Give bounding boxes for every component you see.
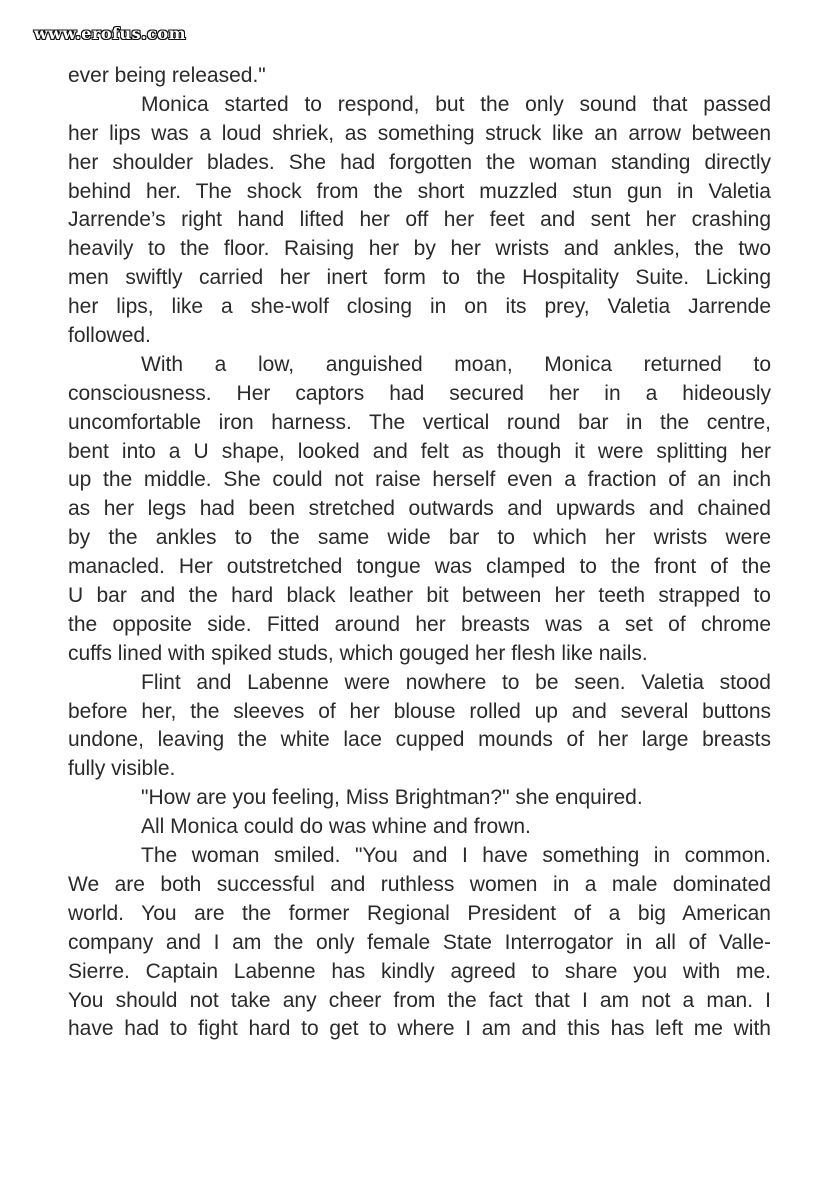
text-line: before her, the sleeves of her blouse rolled up and several buttons [68, 699, 771, 723]
watermark-text: www.erofus.com [34, 24, 186, 43]
text-line: company and I am the only female State Interrogator in all of Valle- [68, 930, 771, 954]
text-line: fully visible. [68, 757, 176, 781]
text-line: behind her. The shock from the short muzzled stun gun in Valetia [68, 179, 771, 203]
text-line: U bar and the hard black leather bit between her teeth strapped to [68, 584, 771, 608]
text-line: by the ankles to the same wide bar to which her wrists were [68, 526, 771, 550]
text-line: heavily to the floor. Raising her by her wrists and ankles, the two [68, 237, 771, 261]
text-line: All Monica could do was whine and frown. [141, 815, 531, 839]
text-line: as her legs had been stretched outwards and upwards and chained [68, 497, 771, 521]
text-line: You should not take any cheer from the fact that I am not a man. I [68, 988, 771, 1012]
text-line: Flint and Labenne were nowhere to be seen. Valetia stood [141, 670, 771, 694]
text-line: Jarrende’s right hand lifted her off her feet and sent her crashing [68, 208, 771, 232]
text-line: manacled. Her outstretched tongue was clamped to the front of the [68, 555, 771, 579]
text-line: Sierre. Captain Labenne has kindly agreed to share you with me. [68, 959, 771, 983]
text-line: bent into a U shape, looked and felt as though it were splitting her [68, 439, 771, 463]
text-line: her shoulder blades. She had forgotten the woman standing directly [68, 150, 771, 174]
page-body-text [68, 62, 771, 1044]
text-line: cuffs lined with spiked studs, which gouged her flesh like nails. [68, 641, 648, 665]
text-line: up the middle. She could not raise herself even a fraction of an inch [68, 468, 771, 492]
text-line: "How are you feeling, Miss Brightman?" she enquired. [141, 786, 643, 810]
text-line: followed. [68, 324, 151, 348]
text-line: have had to fight hard to get to where I am and this has left me with [68, 1017, 771, 1041]
text-line: world. You are the former Regional President of a big American [68, 901, 771, 925]
text-line: her lips was a loud shriek, as something struck like an arrow between [68, 121, 771, 145]
text-line: With a low, anguished moan, Monica returned to [141, 352, 771, 376]
text-line: consciousness. Her captors had secured her in a hideously [68, 381, 771, 405]
text-line: We are both successful and ruthless women in a male dominated [68, 872, 771, 896]
text-line: The woman smiled. "You and I have something in common. [141, 844, 771, 868]
text-line: the opposite side. Fitted around her breasts was a set of chrome [68, 612, 771, 636]
text-line: her lips, like a she-wolf closing in on its prey, Valetia Jarrende [68, 295, 771, 319]
text-line: uncomfortable iron harness. The vertical round bar in the centre, [68, 410, 771, 434]
text-line: undone, leaving the white lace cupped mounds of her large breasts [68, 728, 771, 752]
text-line: Monica started to respond, but the only sound that passed [141, 92, 771, 116]
text-line: men swiftly carried her inert form to the Hospitality Suite. Licking [68, 266, 771, 290]
text-line: ever being released." [68, 64, 266, 87]
